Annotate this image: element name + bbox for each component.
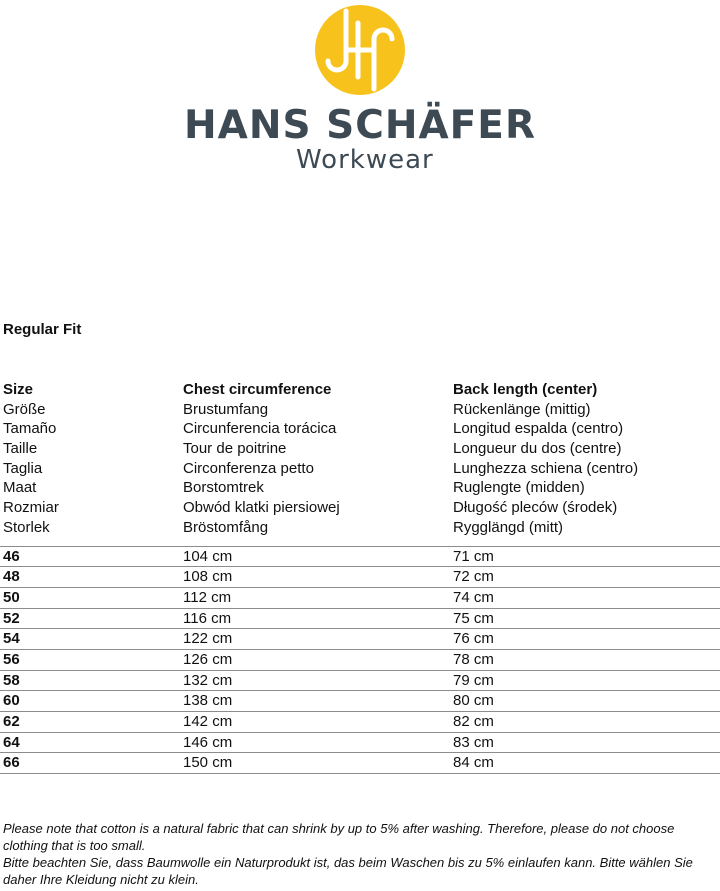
- table-row-chest: 150 cm: [183, 754, 233, 772]
- table-row-back-length: 80 cm: [453, 692, 494, 710]
- table-row-size: 58: [3, 671, 20, 689]
- table-row-back-length: 76 cm: [453, 630, 494, 648]
- header-chest: Chest circumference: [183, 381, 332, 398]
- care-note-english: Please note that cotton is a natural fabric that can shrink by up to 5% after washing. Therefore, please do not choose clothing that is too small.: [3, 821, 675, 853]
- table-row: [0, 733, 720, 754]
- table-row-back-length: 71 cm: [453, 547, 494, 565]
- table-row-size: 64: [3, 733, 20, 751]
- header-size: Size: [3, 381, 34, 398]
- table-row-back-length: 75 cm: [453, 609, 494, 627]
- table-row-size: 62: [3, 713, 20, 730]
- table-row-back-length: 84 cm: [453, 754, 494, 772]
- table-row-chest: 146 cm: [183, 733, 233, 751]
- table-row-size: 66: [3, 754, 20, 772]
- table-row-size: 46: [3, 547, 20, 565]
- translation-row: [0, 419, 720, 439]
- translation-row-chest: Brustumfang: [183, 400, 269, 418]
- table-row-back-length: 72 cm: [453, 568, 494, 586]
- header-divider: [0, 538, 720, 547]
- table-row-size: 48: [3, 568, 20, 586]
- table-row: [0, 712, 720, 733]
- table-row-size: 50: [3, 588, 20, 606]
- brand-name: HANS SCHÄFER: [184, 103, 536, 148]
- table-row-back-length: 79 cm: [453, 671, 494, 689]
- translation-row-size: Größe: [3, 400, 46, 418]
- translation-row-back-length: Rückenlänge (mittig): [453, 400, 591, 418]
- table-row-size: 52: [3, 609, 20, 627]
- table-row-back-length: 78 cm: [453, 650, 494, 668]
- translation-row-chest: Tour de poitrine: [183, 440, 287, 458]
- translation-row-back-length: Longitud espalda (centro): [453, 420, 624, 438]
- table-row-size: 56: [3, 650, 20, 668]
- table-row-back-length: 74 cm: [453, 588, 494, 606]
- care-note-german: Bitte beachten Sie, dass Baumwolle ein Naturprodukt ist, das beim Waschen bis zu 5% einlaufen kann. Bitte wählen Sie daher Ihre Kleidung nicht zu klein.: [3, 855, 693, 887]
- table-header-row: [0, 380, 720, 400]
- table-row: [0, 753, 720, 774]
- translation-row-chest: Obwód klatki piersiowej: [183, 499, 340, 517]
- translation-row-back-length: Lunghezza schiena (centro): [453, 459, 639, 477]
- translation-row-back-length: Longueur du dos (centre): [453, 440, 622, 458]
- translation-row: [0, 518, 720, 538]
- table-row: [0, 547, 720, 568]
- translation-row-size: Tamaño: [3, 420, 57, 438]
- translation-row-back-length: Rygglängd (mitt): [453, 518, 564, 536]
- table-row-size: 54: [3, 630, 20, 648]
- translation-row-size: Taille: [3, 440, 38, 458]
- translation-row-back-length: Długość pleców (środek): [453, 499, 618, 517]
- translation-row-size: Maat: [3, 479, 37, 497]
- table-row: [0, 629, 720, 650]
- translation-row-chest: Borstomtrek: [183, 479, 264, 497]
- translation-row-chest: Circunferencia torácica: [183, 420, 337, 438]
- translation-row: [0, 459, 720, 479]
- table-row: [0, 691, 720, 712]
- table-row: [0, 650, 720, 671]
- table-row-back-length: 82 cm: [453, 713, 494, 730]
- table-row-chest: 116 cm: [183, 609, 232, 627]
- table-row-chest: 132 cm: [183, 671, 233, 689]
- table-row: [0, 567, 720, 588]
- translation-row-chest: Circonferenza petto: [183, 459, 314, 477]
- table-row-chest: 104 cm: [183, 547, 233, 565]
- table-row-chest: 122 cm: [183, 630, 233, 648]
- translation-row-size: Storlek: [3, 518, 50, 536]
- translation-row: [0, 498, 720, 518]
- fit-title: Regular Fit: [3, 321, 82, 338]
- translation-row: [0, 439, 720, 459]
- table-row-chest: 108 cm: [183, 568, 233, 586]
- table-row-size: 60: [3, 692, 20, 710]
- translation-row-size: Taglia: [3, 459, 43, 477]
- table-row-chest: 126 cm: [183, 650, 233, 668]
- size-table: [0, 380, 720, 774]
- brand-subtitle: Workwear: [296, 145, 434, 175]
- brand-header: [0, 0, 720, 180]
- table-row: [0, 671, 720, 692]
- translation-row-chest: Bröstomfång: [183, 518, 269, 536]
- translation-row: [0, 400, 720, 420]
- care-note: [3, 820, 715, 888]
- translation-row-back-length: Ruglengte (midden): [453, 479, 585, 497]
- translation-row: [0, 478, 720, 498]
- table-row-chest: 112 cm: [183, 588, 232, 606]
- hans-schaefer-logo-icon: [313, 3, 407, 97]
- table-row-chest: 138 cm: [183, 692, 233, 710]
- table-row: [0, 588, 720, 609]
- header-back-length: Back length (center): [453, 381, 598, 398]
- table-row-back-length: 83 cm: [453, 733, 494, 751]
- translation-row-size: Rozmiar: [3, 499, 59, 517]
- table-row-chest: 142 cm: [183, 713, 233, 730]
- table-row: [0, 609, 720, 630]
